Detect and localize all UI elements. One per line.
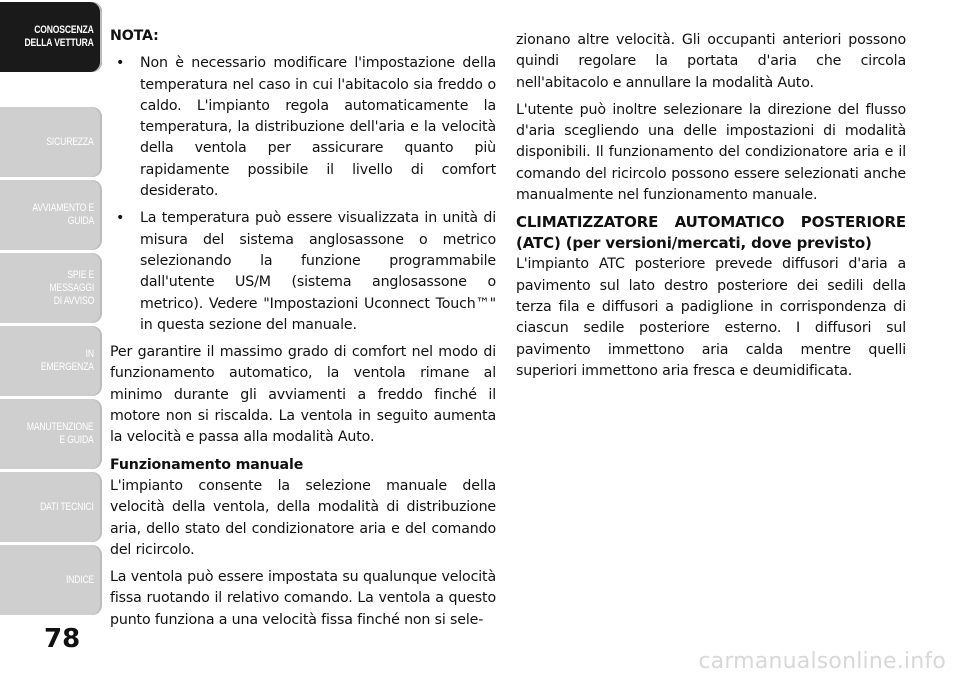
page-number: 78: [44, 624, 81, 654]
note-title: NOTA:: [110, 28, 159, 44]
tab-in-emergenza[interactable]: [0, 326, 102, 396]
list-item: [110, 208, 496, 336]
tab-sicurezza[interactable]: [0, 107, 102, 177]
tab-manutenzione[interactable]: [0, 399, 102, 469]
tab-label: DATI TECNICI: [40, 500, 94, 513]
tab-label: INDICE: [65, 573, 94, 586]
tab-indice[interactable]: [0, 545, 102, 615]
paragraph: L'utente può inoltre selezionare la direzione del flusso d'aria scegliendo una delle impostazioni di modalità disponibili. Il funzionamento del condizionatore aria e il comando del ricircolo possono essere selezionati anche manualmente nel funzionamento manuale.: [516, 101, 906, 204]
left-column: [110, 26, 496, 637]
tab-spie-e-messaggi[interactable]: [0, 253, 102, 323]
tab-label: AVVIAMENTO E GUIDA: [32, 202, 94, 227]
tab-dati-tecnici[interactable]: [0, 472, 102, 542]
bullet-text: Non è necessario modificare l'impostazione della temperatura nel caso in cui l'abitacolo sia freddo o caldo. L'impianto regola automaticamente la temperatura, la distribuzione dell'aria e la velocità della ventola per assicurare quanto più rapidamente possibile il livello di comfort desiderato.: [140, 55, 496, 200]
tab-label: SPIE E MESSAGGI DI AVVISO: [49, 268, 94, 307]
bullet-text: La temperatura può essere visualizzata in unità di misura del sistema anglosassone o metrico selezionando la funzione programmabile dall'utente US/M (sistema anglosassone o metrico). Vedere "Impostazioni Uconnect Touch™" in questa sezione del manuale.: [140, 210, 496, 333]
tab-conoscenza-della-vettura[interactable]: [0, 2, 102, 72]
paragraph: L'impianto ATC posteriore prevede diffusori d'aria a pavimento sul lato destro posteriore dei sedili della terza fila e diffusori a padiglione in corrispondenza di ciascun sedile posteriore esterno. I diffusori sul pavimento immettono aria calda mentre quelli superiori immettono aria fresca e deumidificata.: [516, 256, 906, 379]
right-column: [516, 30, 906, 388]
section-heading: Funzionamento manuale: [110, 456, 304, 473]
chapter-tabs: [0, 0, 104, 600]
tab-avviamento-e-guida[interactable]: [0, 180, 102, 250]
tab-label: SICUREZZA: [46, 135, 94, 148]
bullet-icon: •: [116, 55, 125, 72]
tab-label: IN EMERGENZA: [41, 348, 94, 373]
paragraph: zionano altre velocità. Gli occupanti anteriori possono quindi regolare la portata d'aria che circola nell'abitacolo e annullare la modalità Auto.: [516, 32, 906, 91]
bullet-icon: •: [116, 210, 125, 227]
paragraph: La ventola può essere impostata su qualunque velocità fissa ruotando il relativo comando. La ventola a questo punto funziona a una velocità fissa finché non si sele-: [110, 569, 496, 628]
list-item: [110, 53, 496, 202]
tab-label: MANUTENZIONE E GUIDA: [27, 421, 94, 446]
paragraph: Per garantire il massimo grado di comfort nel modo di funzionamento automatico, la ventola rimane al minimo durante gli avviamenti a freddo finché il motore non si riscalda. La ventola in seguito aumenta la velocità e passa alla modalità Auto.: [110, 344, 496, 446]
paragraph: L'impianto consente la selezione manuale della velocità della ventola, della modalità di distribuzione aria, dello stato del condizionatore aria e del comando del ricircolo.: [110, 477, 496, 558]
tab-label: CONOSCENZA DELLA VETTURA: [24, 24, 94, 49]
watermark: carmanualsonline.info: [698, 649, 946, 674]
note-bullet-list: [110, 53, 496, 336]
section-heading: CLIMATIZZATORE AUTOMATICO POSTERIORE (ATC) (per versioni/mercati, dove previsto): [516, 213, 906, 253]
